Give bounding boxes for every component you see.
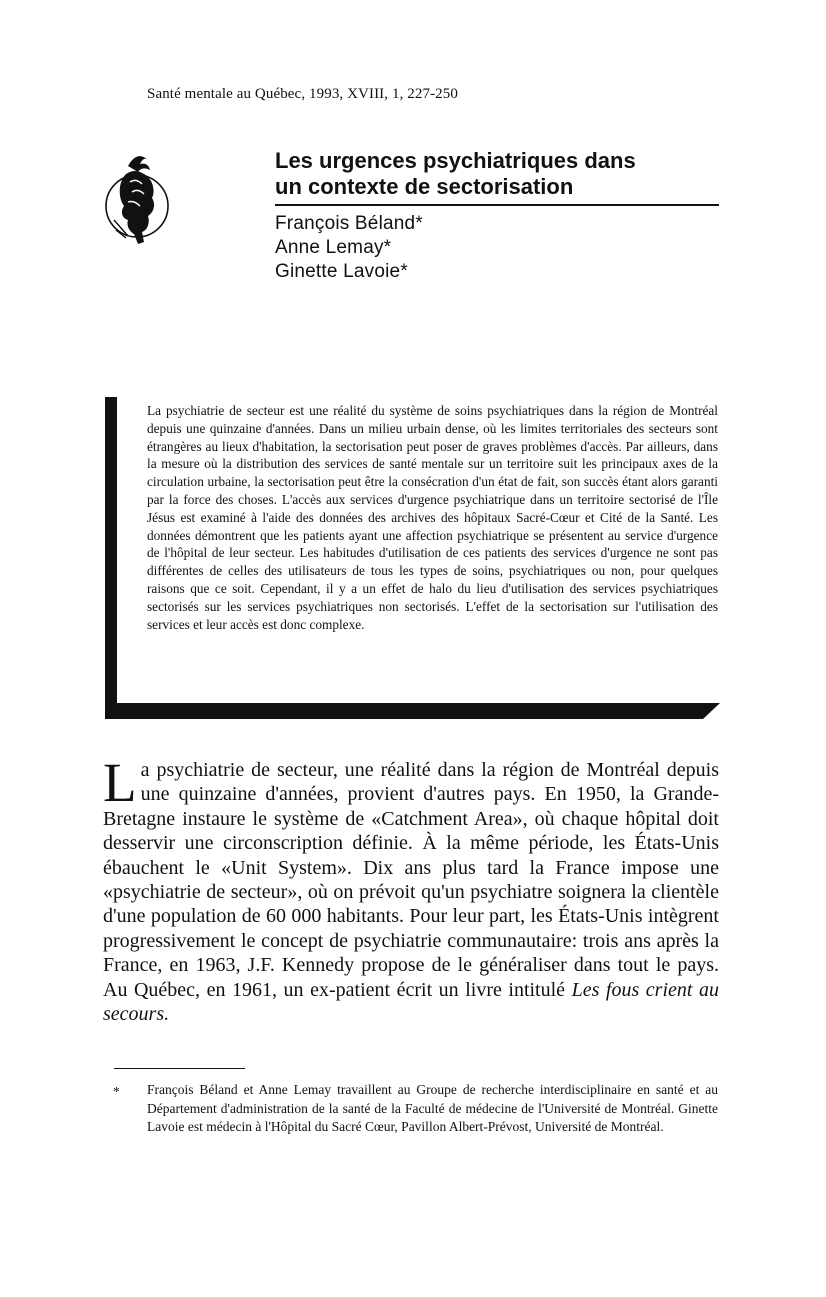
book-title: Les fous crient au secours. — [103, 978, 719, 1026]
abstract-text: La psychiatrie de secteur est une réalité du système de soins psychiatriques dans la région de Montréal depuis une quinzaine d'années. Dans un milieu urbain dense, où les limites territoriales des secteurs sont étrangères au lieux d'habitation, la sectorisation peut poser de graves problèmes d'accès. Par ailleurs, dans la mesure où la distribution des services de santé mentale sur un territoire suit les principaux axes de la circulation urbaine, la sectorisation peut être la consécration d'un état de fait, son succès étant alors garanti par la force des choses. L'accès aux services d'urgence psychiatrique dans un territoire sectorisé de l'Île Jésus est examiné à l'aide des données des archives des hôpitaux Sacré-Cœur et Cité de la Santé. Les données démontrent que les patients ayant une affection psychiatrique se présentent au service d'urgence de l'hôpital de leur secteur. Les habitudes d'utilisation de ces patients des services d'urgence ne sont pas différentes de celles des utilisateurs de tous les types de soins, psychiatriques ou non, pour quelques raisons que ce soit. Cependant, il y a un effet de halo du lieu d'utilisation des services psychiatriques sectorisés sur les services psychiatriques non sectorisés. L'effet de la sectorisation sur l'utilisation des services et leur accès est donc complexe. — [147, 403, 718, 632]
journal-reference: Santé mentale au Québec, 1993, XVIII, 1, 227-250 — [147, 86, 458, 102]
article-header — [275, 148, 719, 284]
author-list — [275, 212, 719, 284]
article-title — [275, 148, 719, 200]
drop-cap: L — [103, 752, 137, 813]
footnote-text: François Béland et Anne Lemay travaillent au Groupe de recherche interdisciplinaire en santé et au Département d'administration de la santé de la Faculté de médecine de l'Université de Montréal. Ginette Lavoie est médecin à l'Hôpital du Sacré Cœur, Pavillon Albert-Prévost, Université de Montréal. — [147, 1082, 718, 1134]
footnote-marker: * — [113, 1084, 120, 1099]
body-paragraph — [103, 752, 719, 1026]
author-name: Ginette Lavoie* — [275, 261, 408, 282]
footnote-rule — [114, 1068, 245, 1069]
body-text: a psychiatrie de secteur, une réalité dans la région de Montréal depuis une quinzaine d'années, provient d'autres pays. En 1950, la Grande-Bretagne instaure le système de «Catchment Area», où chaque hôpital doit desservir une circonscription définie. À la même période, les États-Unis ébauchent le «Unit System». Dix ans plus tard la France impose une «psychiatrie de secteur», où on prévoit qu'un psychiatre soignera la clientèle d'une population de 60 000 habitants. Pour leur part, les États-Unis intègrent progressivement le concept de psychiatrie communautaire: trois ans après la France, en 1963, J.F. Kennedy propose de le généraliser dans tout le pays. Au Québec, en 1961, un ex-patient écrit un livre intitulé — [103, 759, 719, 1001]
title-line-2: un contexte de sectorisation — [275, 174, 574, 199]
profile-head-emblem-icon — [104, 146, 170, 258]
title-underline — [275, 204, 719, 206]
title-line-1: Les urgences psychiatriques dans — [275, 148, 636, 173]
author-name: Anne Lemay* — [275, 237, 392, 258]
author-name: François Béland* — [275, 213, 423, 234]
